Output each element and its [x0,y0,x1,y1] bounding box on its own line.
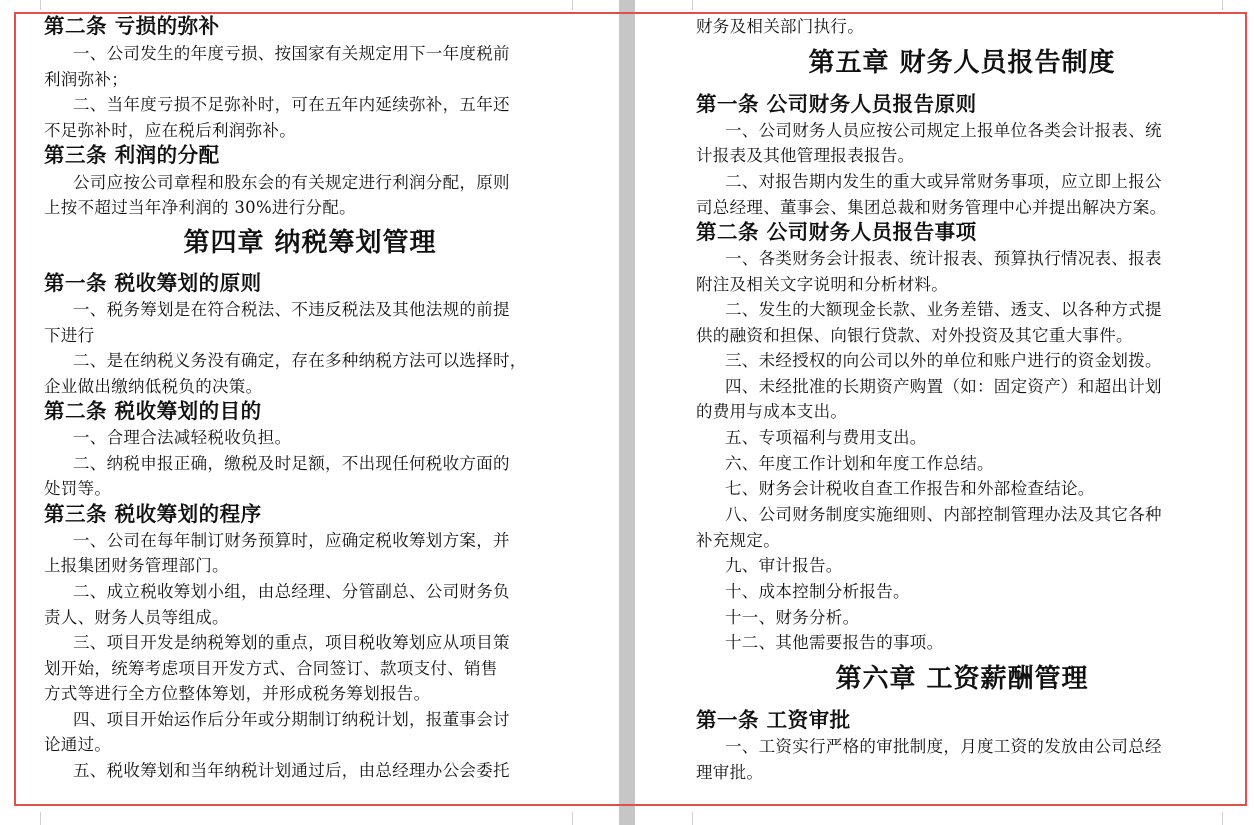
article-heading: 第三条 利润的分配 [44,143,220,167]
article-heading: 第二条 税收筹划的目的 [44,399,262,423]
paragraph-line: 一、公司发生的年度亏损、按国家有关规定用下一年度税前 [73,44,510,63]
paragraph-line: 三、项目开发是纳税筹划的重点，项目税收筹划应从项目策 [73,633,510,652]
article-heading: 第一条 税收筹划的原则 [44,271,262,295]
chapter-heading: 第五章 财务人员报告制度 [808,48,1116,78]
paragraph-line: 九、审计报告。 [725,556,843,575]
paragraph-line: 二、对报告期内发生的重大或异常财务事项，应立即上报公 [725,172,1162,191]
right-page [692,0,1232,825]
paragraph-line: 下进行 [44,326,95,345]
paragraph-line: 企业做出缴纳低税负的决策。 [44,377,263,396]
paragraph-line: 一、各类财务会计报表、统计报表、预算执行情况表、报表 [725,249,1162,268]
paragraph-line: 一、公司财务人员应按公司规定上报单位各类会计报表、统 [725,121,1162,140]
paragraph-line: 二、当年度亏损不足弥补时，可在五年内延续弥补，五年还 [73,95,510,114]
paragraph-line: 二、成立税收筹划小组，由总经理、分管副总、公司财务负 [73,582,510,601]
paragraph-line: 上按不超过当年净利润的 30%进行分配。 [44,198,356,217]
paragraph-line: 四、项目开始运作后分年或分期制订纳税计划，报董事会讨 [73,710,510,729]
paragraph-line: 不足弥补时，应在税后利润弥补。 [44,121,296,140]
paragraph-line: 公司应按公司章程和股东会的有关规定进行利润分配，原则 [73,173,510,192]
chapter-heading: 第六章 工资薪酬管理 [835,664,1089,694]
paragraph-line: 三、未经授权的向公司以外的单位和账户进行的资金划拨。 [725,351,1162,370]
chapter-heading: 第四章 纳税筹划管理 [183,228,437,258]
article-heading: 第二条 公司财务人员报告事项 [696,220,977,244]
paragraph-line: 责人、财务人员等组成。 [44,608,229,627]
paragraph-line: 一、合理合法减轻税收负担。 [73,428,292,447]
paragraph-line: 上报集团财务管理部门。 [44,556,229,575]
article-heading: 第一条 工资审批 [696,708,851,732]
paragraph-line: 六、年度工作计划和年度工作总结。 [725,454,994,473]
paragraph-line: 二、是在纳税义务没有确定，存在多种纳税方法可以选择时， [73,351,527,370]
paragraph-line: 十一、财务分析。 [725,608,860,627]
paragraph-line: 划开始，统筹考虑项目开发方式、合同签订、款项支付、销售 [44,659,498,678]
paragraph-line: 处罚等。 [44,479,112,498]
paragraph-line: 四、未经批准的长期资产购置（如：固定资产）和超出计划 [725,377,1162,396]
paragraph-line: 利润弥补； [44,70,128,89]
paragraph-line: 一、公司在每年制订财务预算时，应确定税收筹划方案，并 [73,531,510,550]
paragraph-line: 二、纳税申报正确，缴税及时足额，不出现任何税收方面的 [73,454,510,473]
left-page [40,0,580,825]
paragraph-line: 五、专项福利与费用支出。 [725,428,927,447]
paragraph-line: 八、公司财务制度实施细则、内部控制管理办法及其它各种 [725,505,1162,524]
paragraph-line: 计报表及其他管理报表报告。 [696,146,915,165]
paragraph-line: 论通过。 [44,735,112,754]
paragraph-line: 十二、其他需要报告的事项。 [725,633,944,652]
paragraph-line: 五、税收筹划和当年纳税计划通过后，由总经理办公会委托 [73,761,510,780]
paragraph-line: 的费用与成本支出。 [696,402,848,421]
paragraph-line: 一、工资实行严格的审批制度，月度工资的发放由公司总经 [725,737,1162,756]
paragraph-line: 司总经理、董事会、集团总裁和财务管理中心并提出解决方案。 [696,198,1167,217]
article-heading: 第二条 亏损的弥补 [44,14,220,38]
paragraph-line: 供的融资和担保、向银行贷款、对外投资及其它重大事件。 [696,326,1133,345]
paragraph-line: 七、财务会计税收自查工作报告和外部检查结论。 [725,479,1095,498]
paragraph-line: 方式等进行全方位整体筹划，并形成税务筹划报告。 [44,684,431,703]
article-heading: 第一条 公司财务人员报告原则 [696,92,977,116]
article-heading: 第三条 税收筹划的程序 [44,502,262,526]
paragraph-line: 十、成本控制分析报告。 [725,582,910,601]
paragraph-line: 补充规定。 [696,531,780,550]
paragraph-line: 一、税务筹划是在符合税法、不违反税法及其他法规的前提 [73,300,510,319]
paragraph-line: 财务及相关部门执行。 [696,17,864,36]
paragraph-line: 二、发生的大额现金长款、业务差错、透支、以各种方式提 [725,300,1162,319]
paragraph-line: 附注及相关文字说明和分析材料。 [696,275,948,294]
page-gutter [619,0,635,825]
paragraph-line: 理审批。 [696,763,764,782]
